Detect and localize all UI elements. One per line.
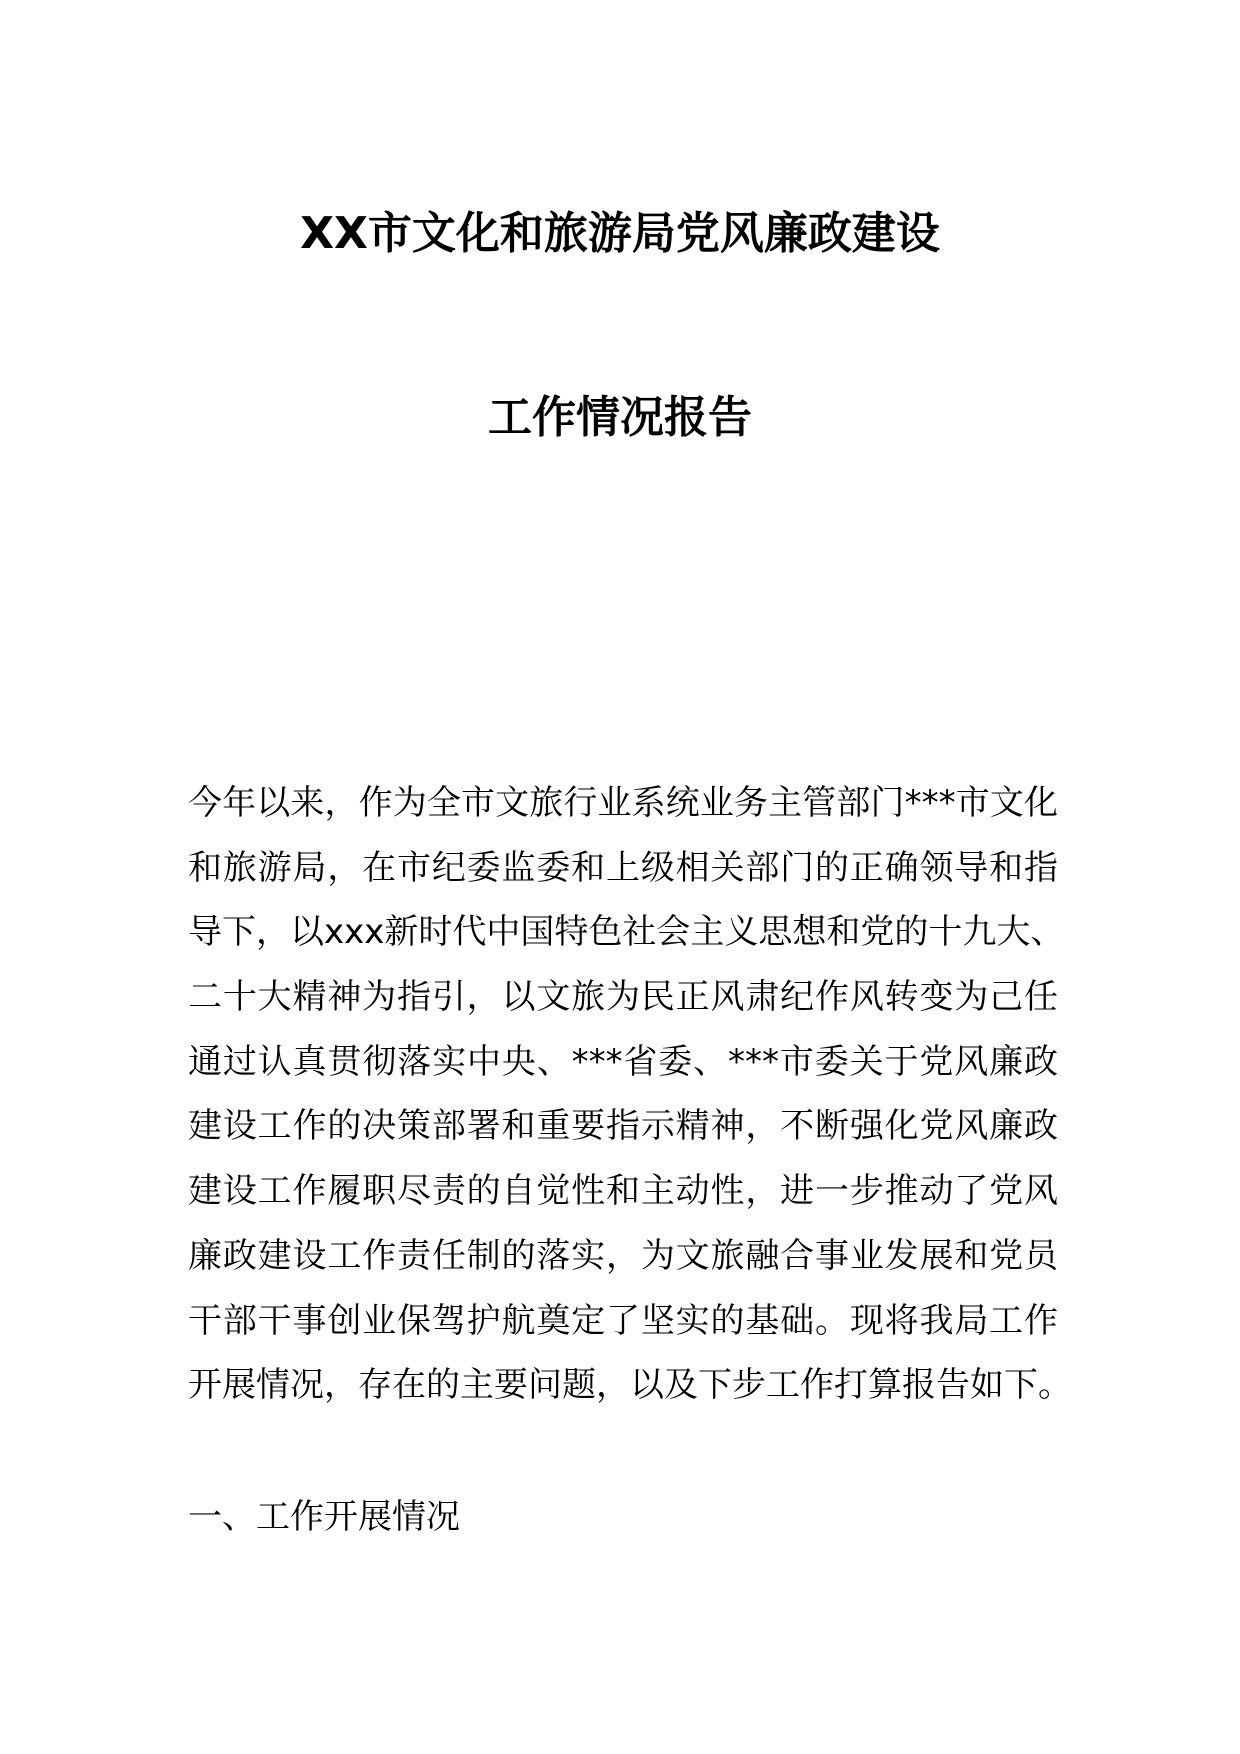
intro-paragraph-line: 今年以来，作为全市文旅行业系统业务主管部门***市文化	[188, 783, 1058, 823]
intro-paragraph-line: 通过认真贯彻落实中央、***省委、***市委关于党风廉政	[188, 1041, 1058, 1082]
intro-paragraph	[188, 771, 1072, 1418]
intro-paragraph-line: 导下，以xxx新时代中国特色社会主义思想和党的十九大、	[188, 912, 1065, 953]
intro-paragraph-line: 干部干事创业保驾护航奠定了坚实的基础。现将我局工作	[188, 1300, 1058, 1341]
section-heading: 一、工作开展情况	[188, 1497, 460, 1537]
intro-paragraph-line: 和旅游局，在市纪委监委和上级相关部门的正确领导和指	[188, 847, 1058, 888]
intro-paragraph-line: 开展情况，存在的主要问题，以及下步工作打算报告如下。	[188, 1365, 1072, 1406]
intro-paragraph-line: 二十大精神为指引，以文旅为民正风肃纪作风转变为己任	[188, 977, 1058, 1018]
document-title-line-2: 工作情况报告	[488, 392, 752, 443]
intro-paragraph-line: 建设工作履职尽责的自觉性和主动性，进一步推动了党风	[188, 1171, 1058, 1212]
intro-paragraph-line: 廉政建设工作责任制的落实，为文旅融合事业发展和党员	[188, 1235, 1058, 1276]
document-title-line-1: XX市文化和旅游局党风廉政建设	[300, 208, 940, 259]
intro-paragraph-line: 建设工作的决策部署和重要指示精神，不断强化党风廉政	[188, 1106, 1058, 1147]
